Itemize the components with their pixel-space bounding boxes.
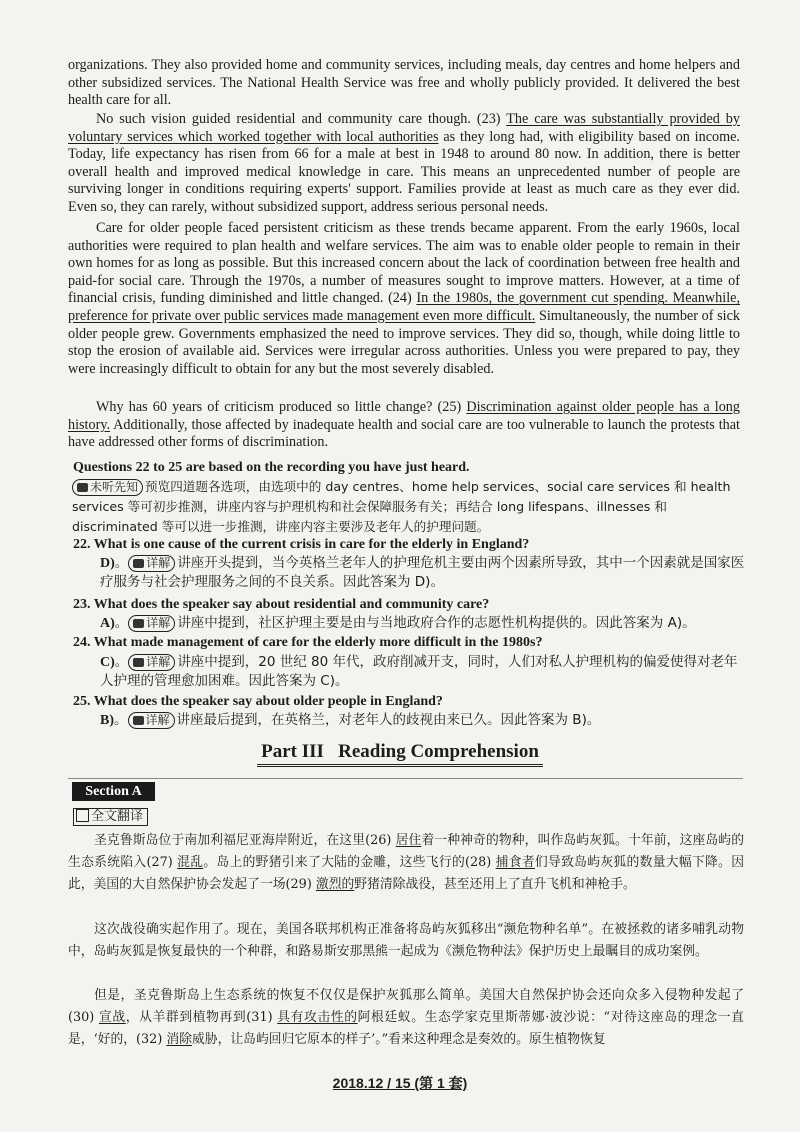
square-icon [76, 809, 89, 822]
detail-tag [128, 555, 175, 572]
detail-tag-label: 详解 [146, 616, 171, 630]
answer-23: A)。 详解 讲座中提到，社区护理主要是由与当地政府合作的志愿性机构提供的。因此答案为 A)。 [100, 615, 696, 631]
translation-text: 阿根廷蚁。生态学家克里斯蒂娜·波沙说：“对待这座岛的理念一直是，‘好的，(32) [68, 1010, 744, 1047]
question-23: 23. What does the speaker say about residential and community care? [73, 597, 490, 612]
detail-tag-label: 详解 [146, 655, 171, 669]
underlined-answer-25: Discrimination against older people has a long history. [68, 399, 740, 433]
divider [68, 778, 743, 779]
answer-22: D)。 详解 讲座开头提到，当今英格兰老年人的护理危机主要由两个因素所导致，其中一个因素就是国家医疗服务与社会护理服务之间的不良关系。因此答案为 D)。 [100, 555, 745, 590]
answer-explanation: 讲座中提到，20 世纪 80 年代，政府削减开支，同时，人们对私人护理机构的偏爱使得对老年人护理的管理愈加困难。因此答案为 C)。 [100, 654, 738, 689]
blank-27: 混乱 [177, 855, 204, 870]
passage-paragraph-1: organizations. They also provided home and community services, including meals, day centres and home helpers and other subsidized services. The National Health Service was free and wholly publicly provided. It delivered the best health care for all. [68, 57, 740, 109]
blank-26: 居住 [395, 833, 422, 848]
answer-letter: B) [100, 713, 114, 728]
detail-tag [128, 615, 175, 632]
answer-letter: D) [100, 556, 115, 571]
translation-text: 着一种神奇的物种，叫作岛屿灰狐。十年前，这座岛屿的生态系统陷入(27) [68, 833, 745, 870]
passage-paragraph-2 [68, 111, 740, 217]
translation-paragraph-2: 这次战役确实起作用了。现在，美国各联邦机构正准备将岛屿灰狐移出“濒危物种名单”。在被拯救的诸多哺乳动物中，岛屿灰狐是恢复最快的一个种群，和路易斯安那黑熊一起成为《濒危物种法》保护历史上最瞩目的成功案例。 [68, 922, 744, 959]
paragraph-2-lead: No such vision guided residential and community care though. (23) [96, 111, 507, 127]
paragraph-2-rest: as they long had, with eligibility based on income. Today, life expectancy has risen from 66 for a male at best in 1948 to around 80 now. In addition, there is better overall health and improved medical knowledge in care. This means an unprecedented number of people are surviving longer in conditions requiring experts' support. Families provide at least as much care as they ever did. Even so, they can rarely, without subsidized support, address serious personal needs. [68, 128, 740, 215]
question-22: 22. What is one cause of the current crisis in care for the elderly in England? [73, 537, 530, 552]
questions-intro: Questions 22 to 25 are based on the recording you have just heard. [73, 460, 470, 475]
preview-tag [72, 479, 143, 496]
preview-block [72, 477, 742, 537]
translation-text: 。岛上的野猪引来了大陆的金雕，这些飞行的(28) [203, 855, 496, 870]
answer-explanation: 讲座最后提到，在英格兰，对老年人的歧视由来已久。因此答案为 B)。 [176, 712, 601, 728]
folder-icon [133, 619, 144, 628]
section-label: Section A [72, 782, 155, 801]
detail-tag [128, 712, 175, 729]
question-24: 24. What made management of care for the elderly more difficult in the 1980s? [73, 635, 543, 650]
translation-paragraph-1 [68, 830, 744, 896]
detail-tag-label: 详解 [145, 713, 170, 727]
translation-text: ，从羊群到植物再到(31) [125, 1010, 278, 1025]
blank-32: 消除 [166, 1032, 192, 1047]
detail-tag [128, 654, 175, 671]
page-footer [0, 1073, 800, 1093]
blank-29: 激烈的 [315, 877, 355, 892]
answer-letter: C) [100, 655, 115, 670]
folder-icon [133, 559, 144, 568]
preview-text: 预览四道题各选项，由选项中的 day centres、home help services、social care services 和 health services 等可初步推测，讲座内容与护理机构和社会保障服务有关；再结合 long lifespans、illnesses 和 discriminated 等可以进一步推测，讲座内容主要涉及老年人的护理问题。 [72, 479, 731, 534]
blank-28: 捕食者 [495, 855, 535, 870]
translation-tag-label: 全文翻译 [91, 809, 144, 824]
translation-tag [73, 808, 148, 826]
translation-text: 圣克鲁斯岛位于南加利福尼亚海岸附近，在这里(26) [94, 833, 396, 848]
footer-text: 2018.12 / 15 (第 1 套) [332, 1075, 468, 1091]
blank-31: 具有攻击性的 [277, 1010, 358, 1025]
part-title-text: Part III Reading Comprehension [257, 741, 543, 767]
answer-explanation: 讲座开头提到，当今英格兰老年人的护理危机主要由两个因素所导致，其中一个因素就是国家医疗服务与社会护理服务之间的不良关系。因此答案为 D)。 [100, 555, 745, 590]
folder-icon [133, 658, 144, 667]
answer-explanation: 讲座中提到，社区护理主要是由与当地政府合作的志愿性机构提供的。因此答案为 A)。 [177, 615, 696, 631]
detail-tag-label: 详解 [146, 556, 171, 570]
question-25: 25. What does the speaker say about older people in England? [73, 694, 443, 709]
part-title [0, 741, 800, 763]
paragraph-4-rest: Additionally, those affected by inadequate health and social care are too vulnerable to launch the protests that have addressed other forms of discrimination. [68, 416, 740, 451]
blank-30: 宣战 [98, 1010, 126, 1025]
passage-paragraph-4 [68, 399, 740, 452]
paragraph-4-lead: Why has 60 years of criticism produced so little change? (25) [96, 399, 467, 415]
paragraph-3-lead: Care for older people faced persistent criticism as these trends became apparent. From the early 1960s, local authorities were required to plan health and welfare services. The aim was to enable older people to remain in their own homes for as long as possible. But this increased concern about the lack of coordination between free health and paid-for social care. Through the 1970s, a number of measures sought to improve matters. However, at a time of financial crisis, funding diminished and little changed. (24) [68, 220, 740, 307]
translation-text: 但是，圣克鲁斯岛上生态系统的恢复不仅仅是保护灰狐那么简单。美国大自然保护协会还向众多入侵物种发起了(30) [68, 988, 744, 1025]
answer-25: B)。 详解 讲座最后提到，在英格兰，对老年人的歧视由来已久。因此答案为 B)。 [100, 712, 601, 728]
translation-text: 们导致岛屿灰狐的数量大幅下降。因此，美国的大自然保护协会发起了一场(29) [68, 855, 745, 892]
paragraph-3-rest: Simultaneously, the number of sick older people grew. Governments emphasized the need to improve services. They did so, though, while doing little to stop the erosion of available aid. Services were irregular across authorities. Unless you were prepared to pay, they were increasingly difficult to obtain for any but the most severely disabled. [68, 307, 741, 377]
underlined-answer-23: The care was substantially provided by voluntary services which worked together with local authorities [68, 111, 740, 145]
folder-icon [133, 716, 144, 725]
folder-icon [77, 483, 88, 492]
translation-text: 威胁，让岛屿回归它原本的样子’。”看来这种理念是奏效的。原生植物恢复 [191, 1032, 606, 1047]
preview-tag-label: 未听先知 [90, 480, 139, 494]
translation-text: 野猪清除战役，甚至还用上了直升飞机和神枪手。 [354, 877, 636, 892]
translation-paragraph-3 [68, 985, 744, 1051]
answer-letter: A) [100, 616, 115, 631]
passage-paragraph-3 [68, 220, 740, 378]
answer-24: C)。 详解 讲座中提到，20 世纪 80 年代，政府削减开支，同时，人们对私人护理机构的偏爱使得对老年人护理的管理愈加困难。因此答案为 C)。 [100, 654, 738, 689]
underlined-answer-24: In the 1980s, the government cut spending. Meanwhile, preference for private over public services made management even more difficult. [68, 290, 740, 324]
